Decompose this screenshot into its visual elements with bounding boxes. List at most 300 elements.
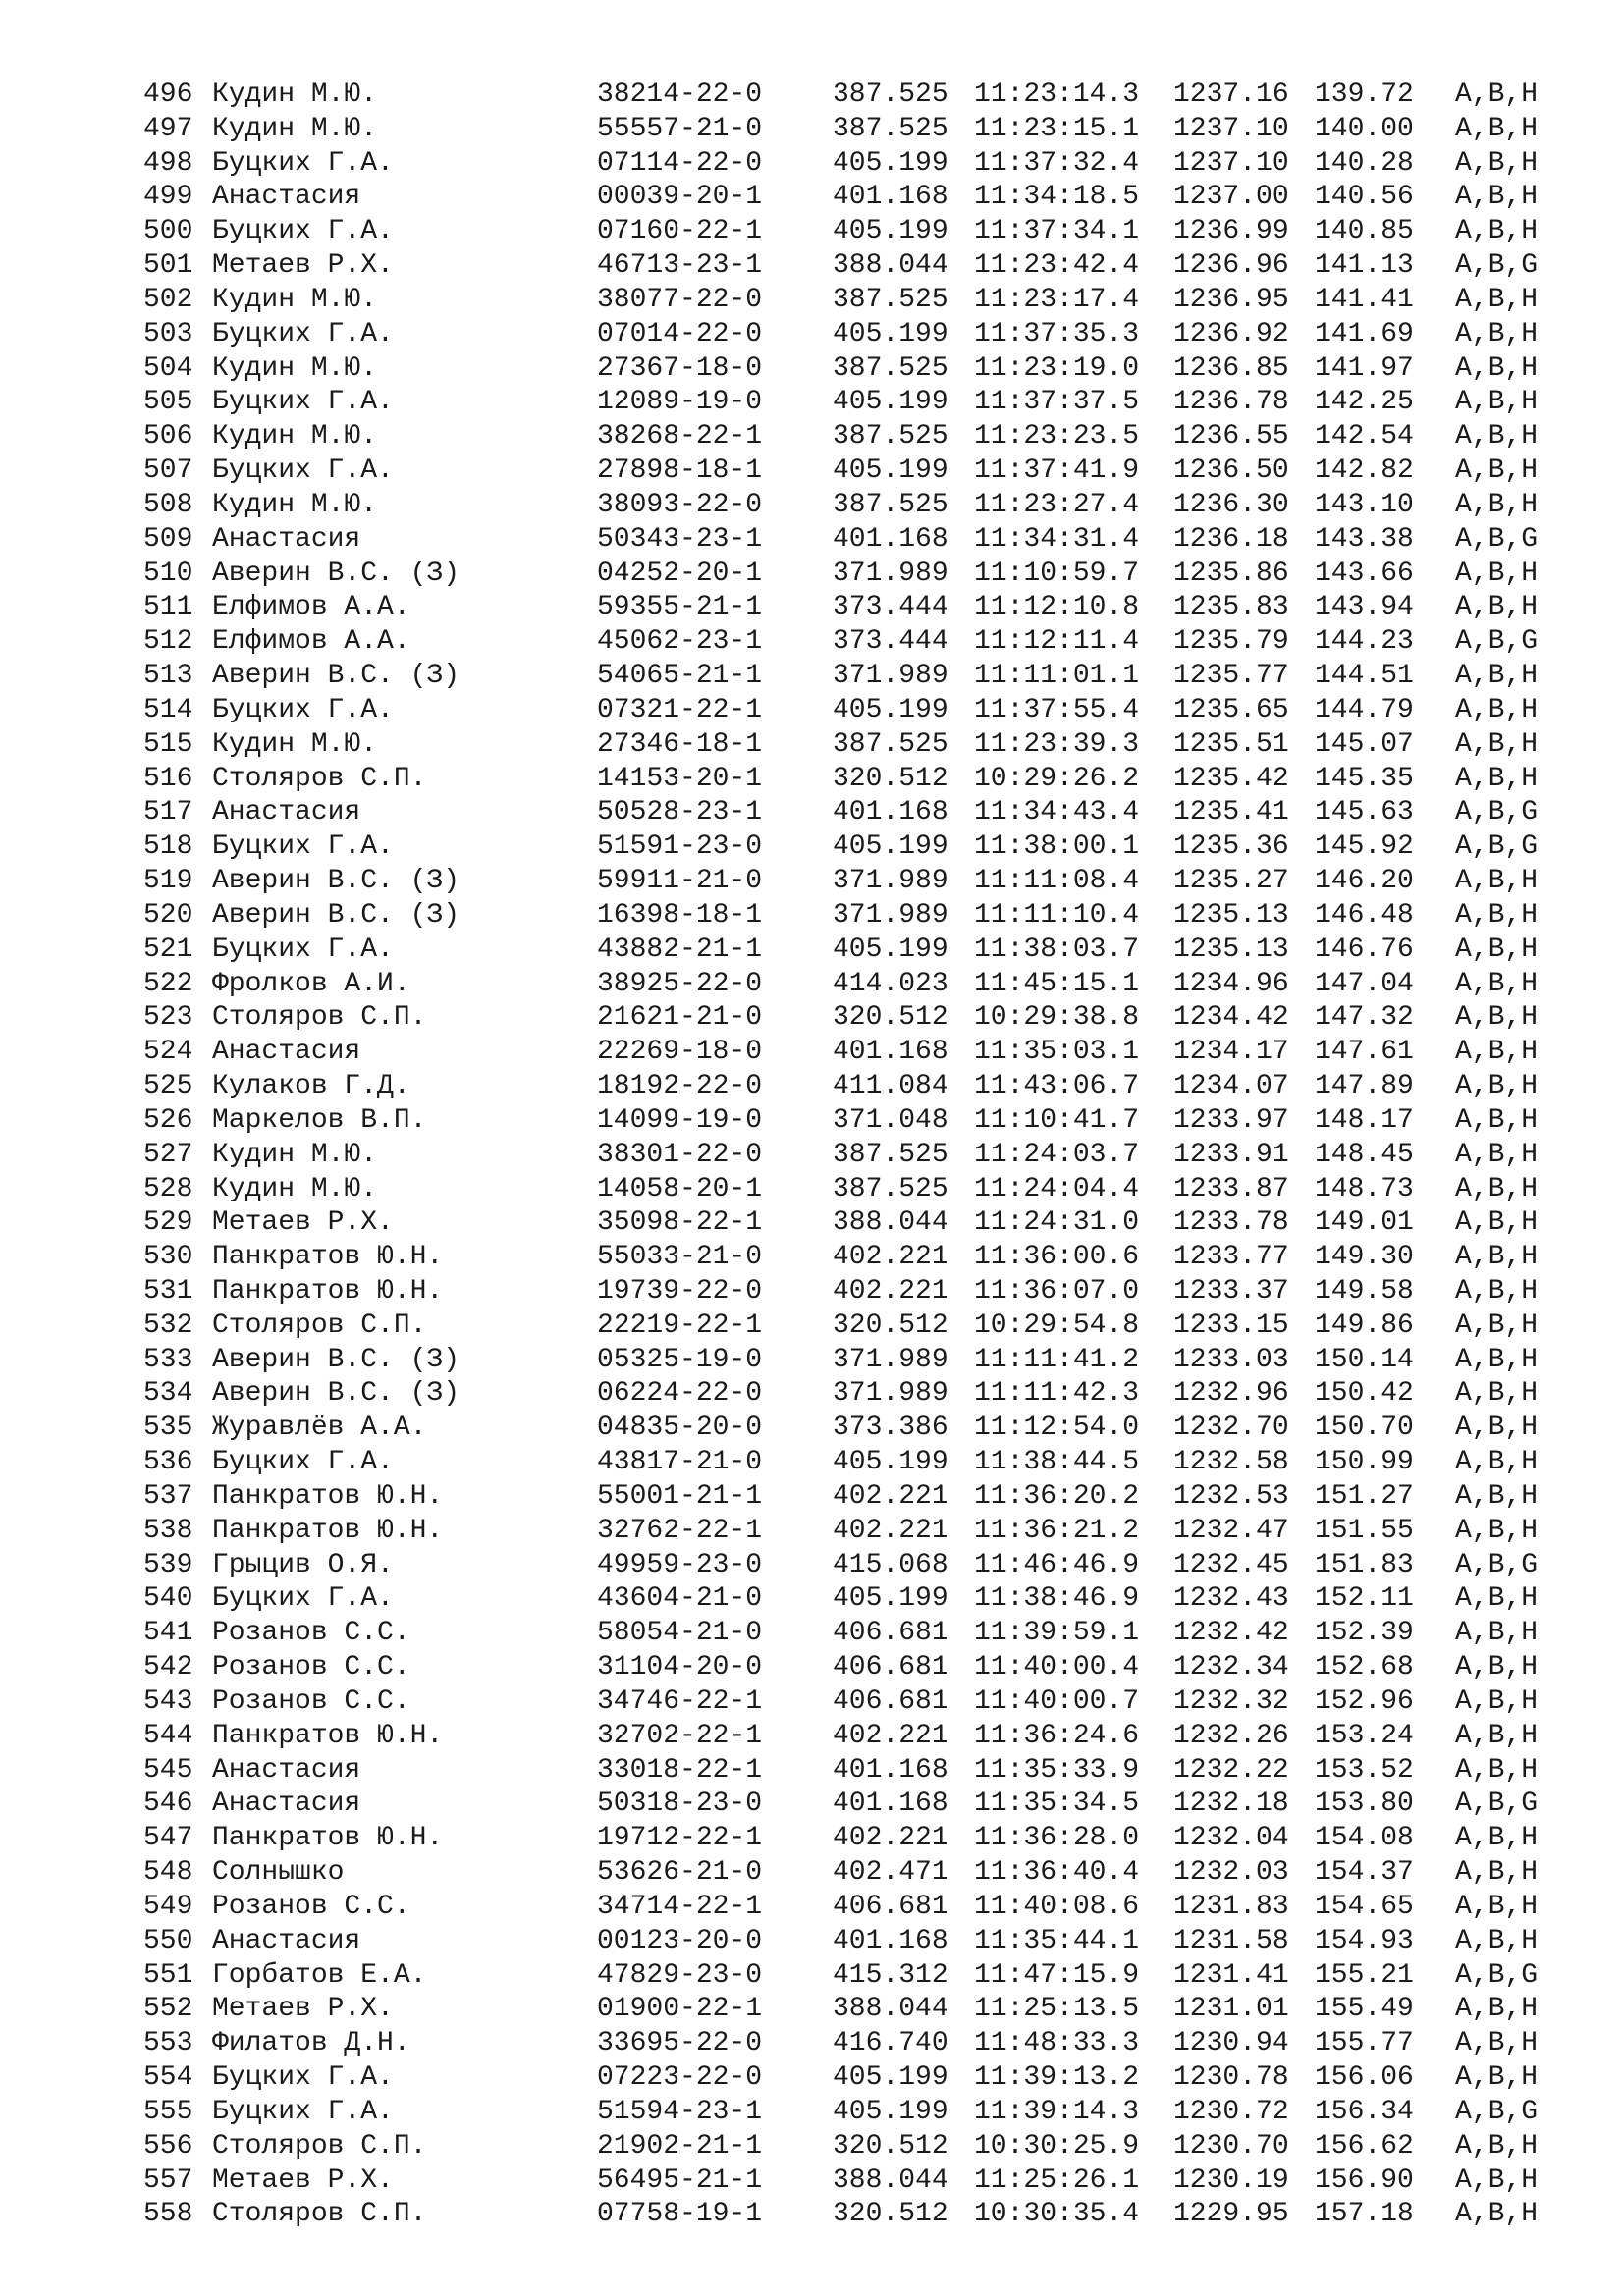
- ring-number: 27367-18-0: [597, 352, 763, 384]
- category: A,B,H: [1455, 2199, 1539, 2230]
- arrival-time: 11:38:03.7: [974, 934, 1140, 965]
- coefficient: 154.65: [1315, 1891, 1414, 1922]
- arrival-time: 11:23:15.1: [974, 113, 1140, 144]
- coefficient: 153.80: [1315, 1789, 1414, 1820]
- distance: 405.199: [833, 2062, 948, 2094]
- row-number: 523: [143, 1002, 193, 1034]
- arrival-time: 11:37:35.3: [974, 318, 1140, 349]
- category: A,B,H: [1455, 694, 1539, 725]
- row-number: 503: [143, 318, 193, 349]
- arrival-time: 11:37:41.9: [974, 455, 1140, 487]
- ring-number: 43882-21-1: [597, 934, 763, 965]
- category: A,B,H: [1455, 318, 1539, 349]
- speed: 1235.51: [1173, 728, 1289, 760]
- ring-number: 50318-23-0: [597, 1789, 763, 1820]
- speed: 1232.34: [1173, 1652, 1289, 1683]
- arrival-time: 11:40:08.6: [974, 1891, 1140, 1922]
- category: A,B,H: [1455, 1447, 1539, 1478]
- distance: 387.525: [833, 352, 948, 384]
- speed: 1231.83: [1173, 1891, 1289, 1922]
- speed: 1232.43: [1173, 1583, 1289, 1615]
- category: A,B,G: [1455, 831, 1539, 863]
- coefficient: 147.04: [1315, 968, 1414, 999]
- row-number: 522: [143, 968, 193, 999]
- speed: 1235.42: [1173, 763, 1289, 794]
- fancier-name: Солнышко: [212, 1857, 345, 1889]
- speed: 1235.13: [1173, 934, 1289, 965]
- distance: 387.525: [833, 489, 948, 520]
- category: A,B,H: [1455, 899, 1539, 931]
- category: A,B,H: [1455, 1652, 1539, 1683]
- fancier-name: Панкратов Ю.Н.: [212, 1720, 444, 1751]
- category: A,B,H: [1455, 113, 1539, 144]
- fancier-name: Буцких Г.А.: [212, 387, 394, 418]
- arrival-time: 11:40:00.7: [974, 1685, 1140, 1717]
- fancier-name: Панкратов Ю.Н.: [212, 1242, 444, 1273]
- row-number: 504: [143, 352, 193, 384]
- coefficient: 143.94: [1315, 592, 1414, 623]
- distance: 320.512: [833, 2130, 948, 2162]
- category: A,B,H: [1455, 1857, 1539, 1889]
- fancier-name: Метаев Р.Х.: [212, 250, 394, 282]
- category: A,B,H: [1455, 284, 1539, 315]
- speed: 1237.00: [1173, 182, 1289, 213]
- arrival-time: 11:34:43.4: [974, 797, 1140, 828]
- row-number: 531: [143, 1275, 193, 1307]
- row-number: 527: [143, 1139, 193, 1170]
- ring-number: 07223-22-0: [597, 2062, 763, 2094]
- fancier-name: Розанов С.С.: [212, 1685, 410, 1717]
- arrival-time: 10:30:25.9: [974, 2130, 1140, 2162]
- fancier-name: Буцких Г.А.: [212, 1447, 394, 1478]
- arrival-time: 11:23:19.0: [974, 352, 1140, 384]
- ring-number: 14099-19-0: [597, 1104, 763, 1136]
- speed: 1236.50: [1173, 455, 1289, 487]
- category: A,B,H: [1455, 352, 1539, 384]
- distance: 405.199: [833, 455, 948, 487]
- ring-number: 27346-18-1: [597, 728, 763, 760]
- category: A,B,H: [1455, 1823, 1539, 1854]
- arrival-time: 11:35:33.9: [974, 1754, 1140, 1786]
- speed: 1235.86: [1173, 558, 1289, 589]
- row-number: 509: [143, 523, 193, 555]
- ring-number: 19712-22-1: [597, 1823, 763, 1854]
- distance: 405.199: [833, 831, 948, 863]
- row-number: 506: [143, 421, 193, 453]
- arrival-time: 11:37:34.1: [974, 216, 1140, 247]
- fancier-name: Панкратов Ю.Н.: [212, 1515, 444, 1546]
- arrival-time: 11:34:31.4: [974, 523, 1140, 555]
- arrival-time: 11:23:14.3: [974, 80, 1140, 110]
- row-number: 508: [143, 489, 193, 520]
- arrival-time: 11:11:42.3: [974, 1378, 1140, 1410]
- coefficient: 156.06: [1315, 2062, 1414, 2094]
- ring-number: 07014-22-0: [597, 318, 763, 349]
- ring-number: 04835-20-0: [597, 1413, 763, 1444]
- speed: 1233.77: [1173, 1242, 1289, 1273]
- category: A,B,H: [1455, 866, 1539, 897]
- fancier-name: Панкратов Ю.Н.: [212, 1480, 444, 1512]
- speed: 1232.70: [1173, 1413, 1289, 1444]
- distance: 373.444: [833, 592, 948, 623]
- row-number: 497: [143, 113, 193, 144]
- speed: 1230.78: [1173, 2062, 1289, 2094]
- speed: 1232.04: [1173, 1823, 1289, 1854]
- arrival-time: 11:12:10.8: [974, 592, 1140, 623]
- category: A,B,H: [1455, 558, 1539, 589]
- distance: 401.168: [833, 182, 948, 213]
- speed: 1232.18: [1173, 1789, 1289, 1820]
- arrival-time: 11:36:28.0: [974, 1823, 1140, 1854]
- ring-number: 01900-22-1: [597, 1994, 763, 2025]
- fancier-name: Маркелов В.П.: [212, 1104, 427, 1136]
- row-number: 536: [143, 1447, 193, 1478]
- distance: 406.681: [833, 1652, 948, 1683]
- distance: 387.525: [833, 80, 948, 110]
- category: A,B,H: [1455, 1207, 1539, 1239]
- row-number: 500: [143, 216, 193, 247]
- ring-number: 38268-22-1: [597, 421, 763, 453]
- arrival-time: 11:24:31.0: [974, 1207, 1140, 1239]
- row-number: 519: [143, 866, 193, 897]
- distance: 371.048: [833, 1104, 948, 1136]
- category: A,B,H: [1455, 1891, 1539, 1922]
- ring-number: 07114-22-0: [597, 147, 763, 179]
- coefficient: 147.89: [1315, 1071, 1414, 1102]
- category: A,B,H: [1455, 421, 1539, 453]
- ring-number: 56495-21-1: [597, 2164, 763, 2196]
- distance: 373.386: [833, 1413, 948, 1444]
- row-number: 520: [143, 899, 193, 931]
- coefficient: 151.83: [1315, 1549, 1414, 1580]
- fancier-name: Буцких Г.А.: [212, 2062, 394, 2094]
- arrival-time: 11:23:23.5: [974, 421, 1140, 453]
- coefficient: 148.45: [1315, 1139, 1414, 1170]
- arrival-time: 11:36:40.4: [974, 1857, 1140, 1889]
- coefficient: 145.35: [1315, 763, 1414, 794]
- row-number: 544: [143, 1720, 193, 1751]
- arrival-time: 11:39:59.1: [974, 1618, 1140, 1649]
- coefficient: 140.00: [1315, 113, 1414, 144]
- speed: 1233.91: [1173, 1139, 1289, 1170]
- fancier-name: Кудин М.Ю.: [212, 284, 378, 315]
- category: A,B,H: [1455, 1720, 1539, 1751]
- row-number: 556: [143, 2130, 193, 2162]
- fancier-name: Аверин В.С. (З): [212, 558, 460, 589]
- ring-number: 19739-22-0: [597, 1275, 763, 1307]
- category: A,B,G: [1455, 250, 1539, 282]
- fancier-name: Розанов С.С.: [212, 1891, 410, 1922]
- fancier-name: Панкратов Ю.Н.: [212, 1823, 444, 1854]
- fancier-name: Буцких Г.А.: [212, 2096, 394, 2127]
- row-number: 551: [143, 1959, 193, 1991]
- category: A,B,H: [1455, 1378, 1539, 1410]
- fancier-name: Буцких Г.А.: [212, 694, 394, 725]
- speed: 1233.87: [1173, 1173, 1289, 1204]
- speed: 1230.70: [1173, 2130, 1289, 2162]
- arrival-time: 11:11:10.4: [974, 899, 1140, 931]
- distance: 402.221: [833, 1720, 948, 1751]
- distance: 388.044: [833, 1994, 948, 2025]
- fancier-name: Столяров С.П.: [212, 2199, 427, 2230]
- distance: 406.681: [833, 1891, 948, 1922]
- row-number: 528: [143, 1173, 193, 1204]
- speed: 1232.22: [1173, 1754, 1289, 1786]
- fancier-name: Аверин В.С. (З): [212, 1344, 460, 1375]
- speed: 1235.36: [1173, 831, 1289, 863]
- category: A,B,H: [1455, 1242, 1539, 1273]
- speed: 1232.45: [1173, 1549, 1289, 1580]
- coefficient: 141.41: [1315, 284, 1414, 315]
- row-number: 532: [143, 1309, 193, 1341]
- category: A,B,H: [1455, 1754, 1539, 1786]
- ring-number: 31104-20-0: [597, 1652, 763, 1683]
- ring-number: 38925-22-0: [597, 968, 763, 999]
- arrival-time: 10:29:26.2: [974, 763, 1140, 794]
- category: A,B,H: [1455, 1071, 1539, 1102]
- fancier-name: Аверин В.С. (З): [212, 899, 460, 931]
- category: A,B,H: [1455, 182, 1539, 213]
- coefficient: 152.11: [1315, 1583, 1414, 1615]
- arrival-time: 11:39:13.2: [974, 2062, 1140, 2094]
- arrival-time: 10:30:35.4: [974, 2199, 1140, 2230]
- category: A,B,H: [1455, 1515, 1539, 1546]
- coefficient: 155.21: [1315, 1959, 1414, 1991]
- speed: 1235.79: [1173, 626, 1289, 658]
- coefficient: 148.17: [1315, 1104, 1414, 1136]
- category: A,B,H: [1455, 147, 1539, 179]
- speed: 1236.99: [1173, 216, 1289, 247]
- coefficient: 147.32: [1315, 1002, 1414, 1034]
- ring-number: 32762-22-1: [597, 1515, 763, 1546]
- arrival-time: 11:23:42.4: [974, 250, 1140, 282]
- row-number: 514: [143, 694, 193, 725]
- speed: 1233.15: [1173, 1309, 1289, 1341]
- category: A,B,G: [1455, 626, 1539, 658]
- distance: 401.168: [833, 1925, 948, 1956]
- coefficient: 153.52: [1315, 1754, 1414, 1786]
- category: A,B,G: [1455, 1549, 1539, 1580]
- distance: 401.168: [833, 523, 948, 555]
- category: A,B,G: [1455, 1959, 1539, 1991]
- row-number: 546: [143, 1789, 193, 1820]
- arrival-time: 11:38:46.9: [974, 1583, 1140, 1615]
- row-number: 524: [143, 1037, 193, 1068]
- row-number: 540: [143, 1583, 193, 1615]
- category: A,B,H: [1455, 489, 1539, 520]
- row-number: 543: [143, 1685, 193, 1717]
- speed: 1236.30: [1173, 489, 1289, 520]
- fancier-name: Анастасия: [212, 797, 361, 828]
- category: A,B,G: [1455, 2096, 1539, 2127]
- arrival-time: 11:25:13.5: [974, 1994, 1140, 2025]
- ring-number: 38077-22-0: [597, 284, 763, 315]
- row-number: 496: [143, 80, 193, 110]
- arrival-time: 11:36:20.2: [974, 1480, 1140, 1512]
- fancier-name: Метаев Р.Х.: [212, 1994, 394, 2025]
- category: A,B,H: [1455, 2164, 1539, 2196]
- fancier-name: Анастасия: [212, 1754, 361, 1786]
- row-number: 554: [143, 2062, 193, 2094]
- ring-number: 14153-20-1: [597, 763, 763, 794]
- speed: 1234.17: [1173, 1037, 1289, 1068]
- row-number: 552: [143, 1994, 193, 2025]
- category: A,B,H: [1455, 728, 1539, 760]
- speed: 1237.16: [1173, 80, 1289, 110]
- arrival-time: 11:38:44.5: [974, 1447, 1140, 1478]
- row-number: 502: [143, 284, 193, 315]
- row-number: 518: [143, 831, 193, 863]
- row-number: 515: [143, 728, 193, 760]
- arrival-time: 11:45:15.1: [974, 968, 1140, 999]
- coefficient: 152.39: [1315, 1618, 1414, 1649]
- coefficient: 142.25: [1315, 387, 1414, 418]
- coefficient: 149.58: [1315, 1275, 1414, 1307]
- distance: 371.989: [833, 1344, 948, 1375]
- ring-number: 12089-19-0: [597, 387, 763, 418]
- ring-number: 05325-19-0: [597, 1344, 763, 1375]
- arrival-time: 11:12:54.0: [974, 1413, 1140, 1444]
- ring-number: 34714-22-1: [597, 1891, 763, 1922]
- distance: 406.681: [833, 1685, 948, 1717]
- fancier-name: Кулаков Г.Д.: [212, 1071, 410, 1102]
- speed: 1232.32: [1173, 1685, 1289, 1717]
- speed: 1236.85: [1173, 352, 1289, 384]
- category: A,B,G: [1455, 797, 1539, 828]
- row-number: 538: [143, 1515, 193, 1546]
- fancier-name: Аверин В.С. (З): [212, 866, 460, 897]
- coefficient: 143.66: [1315, 558, 1414, 589]
- row-number: 533: [143, 1344, 193, 1375]
- distance: 387.525: [833, 1139, 948, 1170]
- speed: 1236.55: [1173, 421, 1289, 453]
- coefficient: 146.20: [1315, 866, 1414, 897]
- fancier-name: Буцких Г.А.: [212, 934, 394, 965]
- distance: 387.525: [833, 728, 948, 760]
- arrival-time: 11:35:03.1: [974, 1037, 1140, 1068]
- fancier-name: Столяров С.П.: [212, 763, 427, 794]
- distance: 402.221: [833, 1823, 948, 1854]
- ring-number: 47829-23-0: [597, 1959, 763, 1991]
- ring-number: 51594-23-1: [597, 2096, 763, 2127]
- speed: 1232.26: [1173, 1720, 1289, 1751]
- coefficient: 150.99: [1315, 1447, 1414, 1478]
- coefficient: 143.10: [1315, 489, 1414, 520]
- category: A,B,H: [1455, 1925, 1539, 1956]
- row-number: 549: [143, 1891, 193, 1922]
- distance: 405.199: [833, 387, 948, 418]
- coefficient: 144.51: [1315, 661, 1414, 692]
- ring-number: 58054-21-0: [597, 1618, 763, 1649]
- coefficient: 141.13: [1315, 250, 1414, 282]
- ring-number: 53626-21-0: [597, 1857, 763, 1889]
- speed: 1232.42: [1173, 1618, 1289, 1649]
- ring-number: 59355-21-1: [597, 592, 763, 623]
- fancier-name: Анастасия: [212, 1037, 361, 1068]
- fancier-name: Анастасия: [212, 1789, 361, 1820]
- coefficient: 144.79: [1315, 694, 1414, 725]
- category: A,B,H: [1455, 592, 1539, 623]
- row-number: 517: [143, 797, 193, 828]
- speed: 1230.94: [1173, 2028, 1289, 2059]
- arrival-time: 11:47:15.9: [974, 1959, 1140, 1991]
- ring-number: 50343-23-1: [597, 523, 763, 555]
- fancier-name: Буцких Г.А.: [212, 1583, 394, 1615]
- category: A,B,H: [1455, 1139, 1539, 1170]
- ring-number: 00123-20-0: [597, 1925, 763, 1956]
- category: A,B,H: [1455, 1037, 1539, 1068]
- category: A,B,G: [1455, 523, 1539, 555]
- ring-number: 27898-18-1: [597, 455, 763, 487]
- distance: 405.199: [833, 318, 948, 349]
- fancier-name: Буцких Г.А.: [212, 216, 394, 247]
- coefficient: 143.38: [1315, 523, 1414, 555]
- speed: 1233.03: [1173, 1344, 1289, 1375]
- arrival-time: 11:37:32.4: [974, 147, 1140, 179]
- distance: 402.221: [833, 1275, 948, 1307]
- category: A,B,H: [1455, 1413, 1539, 1444]
- distance: 405.199: [833, 216, 948, 247]
- category: A,B,H: [1455, 387, 1539, 418]
- distance: 371.989: [833, 558, 948, 589]
- fancier-name: Елфимов А.А.: [212, 626, 410, 658]
- ring-number: 38214-22-0: [597, 80, 763, 110]
- distance: 414.023: [833, 968, 948, 999]
- fancier-name: Филатов Д.Н.: [212, 2028, 410, 2059]
- category: A,B,H: [1455, 968, 1539, 999]
- row-number: 547: [143, 1823, 193, 1854]
- distance: 401.168: [833, 1754, 948, 1786]
- ring-number: 16398-18-1: [597, 899, 763, 931]
- arrival-time: 11:11:08.4: [974, 866, 1140, 897]
- fancier-name: Кудин М.Ю.: [212, 489, 378, 520]
- category: A,B,H: [1455, 455, 1539, 487]
- arrival-time: 11:37:37.5: [974, 387, 1140, 418]
- ring-number: 18192-22-0: [597, 1071, 763, 1102]
- distance: 416.740: [833, 2028, 948, 2059]
- fancier-name: Розанов С.С.: [212, 1618, 410, 1649]
- fancier-name: Буцких Г.А.: [212, 147, 394, 179]
- coefficient: 140.85: [1315, 216, 1414, 247]
- speed: 1233.97: [1173, 1104, 1289, 1136]
- row-number: 521: [143, 934, 193, 965]
- coefficient: 157.18: [1315, 2199, 1414, 2230]
- ring-number: 50528-23-1: [597, 797, 763, 828]
- coefficient: 155.49: [1315, 1994, 1414, 2025]
- coefficient: 149.01: [1315, 1207, 1414, 1239]
- speed: 1231.58: [1173, 1925, 1289, 1956]
- fancier-name: Кудин М.Ю.: [212, 80, 378, 110]
- fancier-name: Фролков А.И.: [212, 968, 410, 999]
- row-number: 529: [143, 1207, 193, 1239]
- fancier-name: Кудин М.Ю.: [212, 352, 378, 384]
- ring-number: 43604-21-0: [597, 1583, 763, 1615]
- distance: 320.512: [833, 1002, 948, 1034]
- row-number: 507: [143, 455, 193, 487]
- fancier-name: Грыцив О.Я.: [212, 1549, 394, 1580]
- speed: 1236.78: [1173, 387, 1289, 418]
- ring-number: 55001-21-1: [597, 1480, 763, 1512]
- row-number: 513: [143, 661, 193, 692]
- arrival-time: 11:23:17.4: [974, 284, 1140, 315]
- row-number: 511: [143, 592, 193, 623]
- arrival-time: 11:24:03.7: [974, 1139, 1140, 1170]
- category: A,B,H: [1455, 2062, 1539, 2094]
- row-number: 512: [143, 626, 193, 658]
- ring-number: 21621-21-0: [597, 1002, 763, 1034]
- coefficient: 145.07: [1315, 728, 1414, 760]
- category: A,B,H: [1455, 1002, 1539, 1034]
